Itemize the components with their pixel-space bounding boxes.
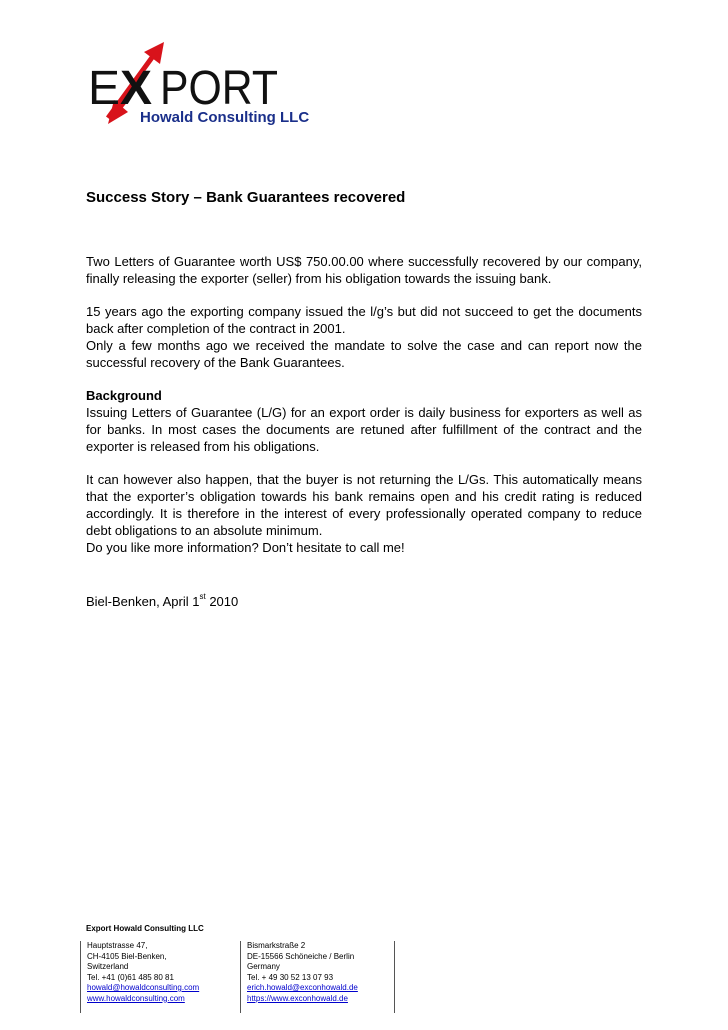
footer-addresses — [80, 941, 396, 1013]
dateline-ordinal: st — [199, 592, 206, 601]
history-paragraph: 15 years ago the exporting company issued the l/g’s but did not succeed to get the documents back after completion of the contract in 2001. — [86, 304, 642, 336]
footer-country: Switzerland — [87, 962, 129, 971]
footer-email-link[interactable]: erich.howald@exconhowald.de — [247, 983, 358, 992]
background-section — [86, 387, 642, 455]
call-to-action: Do you like more information? Don’t hesitate to call me! — [86, 540, 405, 555]
logo-letter-x: X — [120, 62, 153, 115]
footer-street: Bismarkstraße 2 — [247, 941, 306, 950]
footer-phone: Tel. + 49 30 52 13 07 93 — [247, 972, 334, 982]
footer-website-link[interactable]: https://www.exconhowald.de — [247, 993, 348, 1003]
logo-subtitle: Howald Consulting LLC — [140, 109, 310, 126]
company-logo — [84, 40, 344, 132]
page-title: Success Story – Bank Guarantees recovered — [86, 189, 406, 206]
logo-word-port: PORT — [160, 62, 278, 115]
recovery-paragraph: Only a few months ago we received the mandate to solve the case and can report now the successful recovery of the Bank Guarantees. — [86, 338, 642, 370]
export-logo-graphic — [84, 40, 344, 132]
footer-country: Germany — [247, 962, 280, 971]
closing-paragraph: It can however also happen, that the buyer is not returning the L/Gs. This automatically means that the exporter’s obligation towards his bank remains open and his credit rating is reduced accordingly. It is therefore in the interest of every professionally operated company to reduce debt obligations to an absolute minimum. — [86, 472, 642, 538]
article-body — [86, 253, 642, 556]
dateline-year: 2010 — [209, 594, 239, 609]
background-text: Issuing Letters of Guarantee (L/G) for an export order is daily business for exporters as well as for banks. In most cases the documents are retuned after fulfillment of the contract and the exporter is released from his obligations. — [86, 405, 642, 454]
footer-email-link[interactable]: howald@howaldconsulting.com — [87, 983, 200, 992]
footer-street: Hauptstrasse 47, — [87, 941, 148, 950]
footer-city: DE-15566 Schöneiche / Berlin — [247, 951, 355, 961]
background-heading: Background — [86, 388, 162, 403]
dateline-place-date: Biel-Benken, April 1 — [86, 594, 200, 609]
logo-letter-e: E — [88, 62, 121, 115]
footer-website-link[interactable]: www.howaldconsulting.com — [87, 993, 185, 1003]
intro-paragraph: Two Letters of Guarantee worth US$ 750.00.00 where successfully recovered by our company, finally releasing the exporter (seller) from his obligation towards the issuing bank. — [86, 254, 642, 286]
footer-divider — [394, 941, 396, 1013]
dateline — [86, 594, 238, 609]
footer-city: CH-4105 Biel-Benken, — [87, 951, 167, 961]
footer-address-switzerland — [80, 941, 240, 1013]
footer-address-germany — [240, 941, 394, 1013]
footer-phone: Tel. +41 (0)61 485 80 81 — [87, 972, 174, 982]
footer-company-name: Export Howald Consulting LLC — [86, 924, 204, 933]
